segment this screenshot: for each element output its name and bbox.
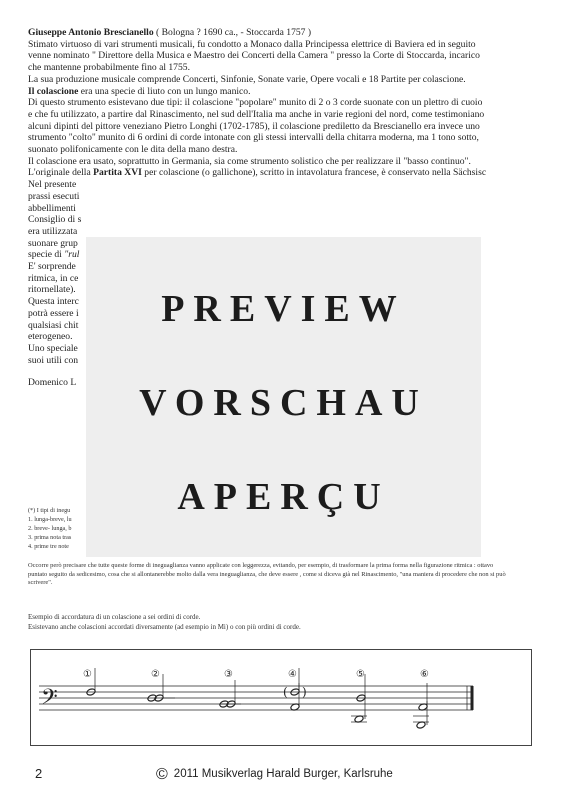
- svg-text:): ): [302, 685, 307, 699]
- svg-text:(: (: [283, 685, 288, 699]
- paragraph: suonare grup: [28, 237, 78, 249]
- preview-watermark: [86, 237, 481, 557]
- caption-line: Esempio di accordatura di un colascione a sei ordini di corde.: [28, 613, 201, 621]
- page-number: 2: [35, 766, 43, 781]
- paragraph: Stimato virtuoso di vari strumenti musicali, fu condotto a Monaco dalla Principessa elettrice di Baviera ed in seguito venne nominato " Direttore della Musica e Maestro dei Concerti della Camera " presso la Corte di Stoccarda, incarico che mantenne probabilmente fino al 1755.: [28, 38, 480, 74]
- performance-note: Occorre però precisare che tutte queste forme di ineguaglianza vanno applicate con leggerezza, evitando, per esempio, di trasformare la prima forma nella figurazione ritmica : ottavo puntato seguito da sedicesimo, cosa che si allontanerebbe molto dalla vera ineguaglianza, che deve essere , come si diceva già nel Rinascimento, "una maniera di procedere che non si può scrivere".: [28, 562, 506, 587]
- paragraph: era utilizzata: [28, 225, 78, 237]
- paragraph: Nel presente: [28, 179, 77, 191]
- bass-clef-icon: 𝄢: [41, 685, 58, 715]
- paragraph: Di questo strumento esistevano due tipi: il colascione "popolare" munito di 2 o 3 corde suonate con un plettro di cuoio e che fu utilizzato, a partire dal Rinascimento, nel sud dell'Italia ma anche in varie regioni del nord, come testimoniano alcuni dipinti del pittore veneziano Pietro Longhi (1702-1785), il colascione prediletto da Brescianello era invece uno strumento "colto" munito di 6 ordini di corde intonate con gli stessi intervalli della chitarra moderna, ma 1 tono sotto, suonato polifonicamente con le dita della mano destra.: [28, 97, 485, 156]
- signature: Domenico L: [28, 377, 77, 389]
- paragraph-title: [28, 27, 488, 39]
- string-number-3: ③: [224, 669, 233, 680]
- paragraph: [28, 86, 488, 98]
- paragraph: prassi esecuti: [28, 190, 80, 202]
- string-number-2: ②: [151, 669, 160, 680]
- paragraph: ritmica, in ce: [28, 272, 79, 284]
- paragraph: Il colascione era usato, soprattutto in Germania, sia come strumento solistico che per realizzare il "basso continuo".: [28, 155, 471, 167]
- paragraph: suoi utili con: [28, 354, 79, 366]
- paragraph-text: per colascione (o gallichone), scritto in intavolatura francese, è conservato nella Sächsisc: [141, 167, 487, 179]
- copyright-text: 2011 Musikverlag Harald Burger, Karlsruhe: [173, 768, 393, 780]
- paragraph: ritornellate).: [28, 284, 76, 296]
- paragraph-italic: "rul: [64, 249, 80, 261]
- footnote: 4. prime tre note: [28, 543, 69, 550]
- watermark-vorschau: VORSCHAU: [139, 382, 428, 424]
- footnote: 2. breve- lunga, b: [28, 525, 72, 532]
- paragraph: La sua produzione musicale comprende Concerti, Sinfonie, Sonate varie, Opere vocali e 18 Partite per colascione.: [28, 73, 466, 85]
- footnote: 1. lunga-breve, lu: [28, 516, 72, 523]
- copyright-icon: ©: [156, 766, 168, 783]
- paragraph: abbellimenti: [28, 202, 76, 214]
- string-number-6: ⑥: [420, 669, 429, 680]
- paragraph: Uno speciale: [28, 342, 78, 354]
- watermark-apercu: APERÇU: [177, 476, 390, 518]
- composer-dates: ( Bologna ? 1690 ca., - Stoccarda 1757 ): [153, 27, 312, 38]
- paragraph: Consiglio di s: [28, 214, 82, 226]
- paragraph: eterogeneo.: [28, 331, 73, 343]
- copyright-line: [156, 766, 393, 784]
- colascione-heading: Il colascione: [28, 85, 79, 97]
- music-staff: [31, 650, 531, 745]
- composer-name: Giuseppe Antonio Brescianello: [28, 27, 154, 38]
- tuning-music-example: [30, 649, 532, 746]
- partita-title: Partita XVI: [93, 167, 142, 179]
- footnote: (*) I tipi di inegu: [28, 507, 71, 514]
- paragraph-text: specie di: [28, 249, 65, 261]
- watermark-preview: PREVIEW: [161, 288, 406, 330]
- string-number-4: ④: [288, 669, 297, 680]
- string-number-5: ⑤: [356, 669, 365, 680]
- caption-line: Esistevano anche colascioni accordati diversamente (ad esempio in Mi) o con più ordini di corde.: [28, 623, 301, 631]
- paragraph: E' sorprende: [28, 261, 76, 273]
- paragraph: potrà essere i: [28, 307, 79, 319]
- paragraph: Questa interc: [28, 296, 79, 308]
- paragraph: qualsiasi chit: [28, 319, 79, 331]
- paragraph-text: L'originale della: [28, 167, 94, 179]
- footnote: 3. prima nota tras: [28, 534, 72, 541]
- string-number-1: ①: [83, 669, 92, 680]
- paragraph-text: era una specie di liuto con un lungo manico.: [78, 85, 251, 97]
- tuning-example-caption: [28, 612, 508, 632]
- paragraph: [28, 167, 488, 179]
